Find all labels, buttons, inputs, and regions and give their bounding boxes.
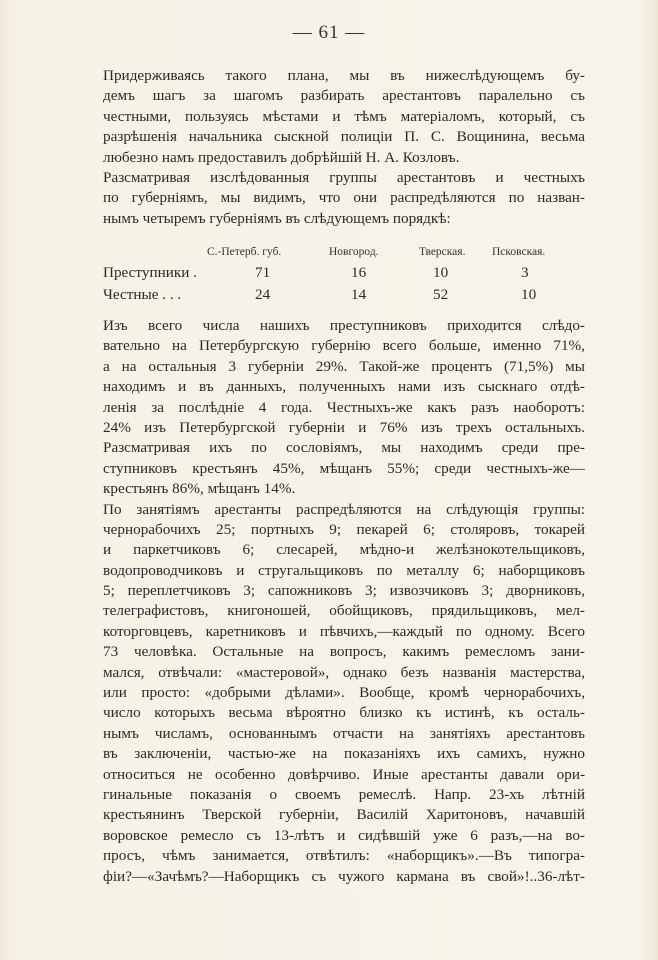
province-table [103, 242, 585, 308]
text-line: 24% изъ Петербургской губерніи и 76% изъ трехъ остальныхъ. [103, 418, 585, 436]
text-line: и паркетчиковъ 6; слесарей, мѣдно-и желѣзнокотельщиковъ, [103, 541, 585, 559]
table-row [103, 264, 585, 286]
cell-value: 3 [521, 264, 529, 281]
text-line: относиться не особенно довѣрчиво. Иные арестанты давали ори- [103, 765, 585, 783]
text-line: Придерживаясь такого плана, мы въ нижеслѣдующемъ бу- [103, 67, 585, 84]
text-line: воровское ремесло съ 13-лѣтъ и сидѣвшій уже 6 разъ,—на во- [103, 826, 585, 844]
header-pskov: Псковская. [492, 246, 546, 258]
text-line: телеграфистовъ, книгоношей, обойщиковъ, прядильщиковъ, мел- [103, 602, 585, 620]
table-header [103, 242, 585, 264]
text-line: демъ шагъ за шагомъ разбирать арестантовъ паралельно съ [103, 87, 585, 105]
cell-value: 10 [521, 286, 537, 303]
text-line: 73 человѣка. Остальные на вопросъ, какимъ ремесломъ зани- [103, 643, 585, 661]
text-line: или просто: «добрыми дѣлами». Вообще, кромѣ чернорабочихъ, [103, 684, 585, 702]
paragraph-top [103, 66, 585, 229]
text-line: Разсматривая изслѣдованныя группы арестантовъ и честныхъ [103, 168, 585, 186]
header-novgorod: Новгород. [329, 246, 379, 258]
text-line: фіи?—«Зачѣмъ?—Наборщикъ съ чужого кармана въ свой»!..36-лѣт- [103, 867, 585, 885]
cell-value: 14 [351, 286, 367, 303]
text-line: нымъ числамъ, основаннымъ отчасти на занятіяхъ арестантовъ [103, 724, 585, 742]
text-line: вательно на Петербургскую губернію всего больше, именно 71%, [103, 337, 585, 355]
header-tver: Тверская. [419, 246, 466, 258]
paragraph-bottom [103, 316, 585, 887]
cell-value: 24 [255, 286, 271, 303]
text-line: 5; переплетчиковъ 3; сапожниковъ 3; извозчиковъ 3; дворниковъ, [103, 582, 585, 600]
text-line: а на остальныя 3 губерніи 29%. Такой-же процентъ (71,5%) мы [103, 357, 585, 375]
text-line: честными, пользуясь мѣстами и тѣмъ матеріаломъ, который, съ [103, 107, 585, 125]
text-line: въ заключеніи, частью-же на показаніяхъ ихъ самихъ, нужно [103, 745, 585, 763]
text-line: любезно намъ предоставилъ добрѣйшій Н. А. Козловъ. [103, 148, 460, 166]
cell-value: 71 [255, 264, 271, 281]
text-line: находимъ и въ данныхъ, полученныхъ нами изъ сыскнаго отдѣ- [103, 378, 585, 396]
cell-value: 10 [433, 264, 449, 281]
page-number: — 61 — [292, 22, 366, 43]
row-label: Честные . . . [103, 286, 182, 303]
text-line: ступниковъ крестьянъ 45%, мѣщанъ 55%; среди честныхъ-же— [103, 459, 585, 477]
text-line: Разсматривая ихъ по сословіямъ, мы находимъ среди пре- [103, 439, 585, 457]
text-line: водопроводчиковъ и стругальщиковъ по металлу 6; наборщиковъ [103, 561, 585, 579]
text-line: разрѣшенія начальника сыскной полиціи П. С. Вощинина, весьма [103, 128, 585, 146]
text-line: Изъ всего числа нашихъ преступниковъ приходится слѣдо- [103, 317, 585, 334]
text-line: которговцевъ, каретниковъ и пѣвчихъ,—каждый по одному. Всего [103, 622, 585, 640]
text-line: просъ, чѣмъ занимается, отвѣтилъ: «наборщикъ».—Въ типогра- [103, 847, 585, 865]
text-line: число которыхъ весьма вѣроятно близко къ истинѣ, къ осталь- [103, 704, 585, 722]
text-line: чернорабочихъ 25; портныхъ 9; пекарей 6; столяровъ, токарей [103, 520, 585, 538]
text-line: гинальные показанія о своемъ ремеслѣ. Напр. 23-хъ лѣтній [103, 785, 585, 803]
text-line: по губерніямъ, мы видимъ, что они распредѣляются по назван- [103, 189, 585, 207]
cell-value: 52 [433, 286, 449, 303]
text-line: По занятіямъ арестанты распредѣляются на слѣдующія группы: [103, 500, 585, 518]
text-line: нымъ четыремъ губерніямъ въ слѣдующемъ порядкѣ: [103, 209, 451, 227]
text-line: ленія за послѣдніе 4 года. Честныхъ-же какъ разъ наоборотъ: [103, 398, 585, 416]
text-line: крестьянъ 86%, мѣщанъ 14%. [103, 480, 296, 498]
cell-value: 16 [351, 264, 367, 281]
header-spb: С.-Петерб. губ. [207, 246, 282, 258]
text-line: мался, отвѣчали: «мастеровой», однако безъ названія мастерства, [103, 663, 585, 681]
table-row [103, 286, 585, 308]
row-label: Преступники . [103, 264, 197, 281]
text-line: крестьянинъ Тверской губерніи, Василій Харитоновъ, начавшій [103, 806, 585, 824]
